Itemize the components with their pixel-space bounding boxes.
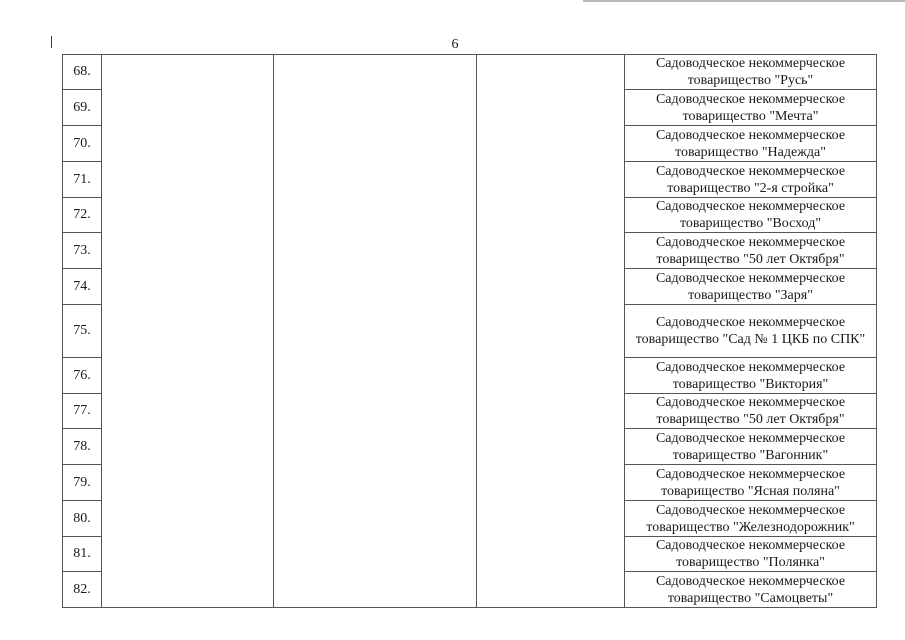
organization-name: Садоводческое некоммерческое товарищество "Вагонник"	[625, 429, 877, 465]
organization-name: Садоводческое некоммерческое товарищество "Заря"	[625, 269, 877, 305]
row-number: 74.	[63, 269, 102, 305]
organization-name: Садоводческое некоммерческое товарищество "Виктория"	[625, 358, 877, 394]
empty-column-4	[477, 55, 625, 608]
table-row	[63, 55, 877, 90]
page-number: 6	[451, 37, 459, 52]
row-number: 75.	[63, 305, 102, 358]
scan-edge-line	[583, 0, 905, 2]
organization-name: Садоводческое некоммерческое товарищество "Самоцветы"	[625, 572, 877, 608]
organization-name: Садоводческое некоммерческое товарищество "50 лет Октября"	[625, 233, 877, 269]
row-number: 80.	[63, 501, 102, 537]
row-number: 73.	[63, 233, 102, 269]
row-number: 69.	[63, 90, 102, 126]
organization-name: Садоводческое некоммерческое товарищество "Надежда"	[625, 126, 877, 162]
row-number: 82.	[63, 572, 102, 608]
organization-name: Садоводческое некоммерческое товарищество "Русь"	[625, 55, 877, 90]
registry-table-body	[63, 55, 877, 608]
row-number: 68.	[63, 55, 102, 90]
organization-name: Садоводческое некоммерческое товарищество "Мечта"	[625, 90, 877, 126]
empty-column-3	[274, 55, 477, 608]
row-number: 70.	[63, 126, 102, 162]
registry-table	[62, 54, 877, 608]
row-number: 71.	[63, 162, 102, 198]
row-number: 77.	[63, 394, 102, 429]
organization-name: Садоводческое некоммерческое товарищество "50 лет Октября"	[625, 394, 877, 429]
organization-name: Садоводческое некоммерческое товарищество "Полянка"	[625, 537, 877, 572]
margin-mark	[51, 36, 52, 48]
organization-name: Садоводческое некоммерческое товарищество "Сад № 1 ЦКБ по СПК"	[625, 305, 877, 358]
row-number: 81.	[63, 537, 102, 572]
row-number: 78.	[63, 429, 102, 465]
row-number: 79.	[63, 465, 102, 501]
row-number: 76.	[63, 358, 102, 394]
organization-name: Садоводческое некоммерческое товарищество "Железнодорожник"	[625, 501, 877, 537]
organization-name: Садоводческое некоммерческое товарищество "2-я стройка"	[625, 162, 877, 198]
row-number: 72.	[63, 198, 102, 233]
empty-column-2	[102, 55, 274, 608]
organization-name: Садоводческое некоммерческое товарищество "Ясная поляна"	[625, 465, 877, 501]
organization-name: Садоводческое некоммерческое товарищество "Восход"	[625, 198, 877, 233]
